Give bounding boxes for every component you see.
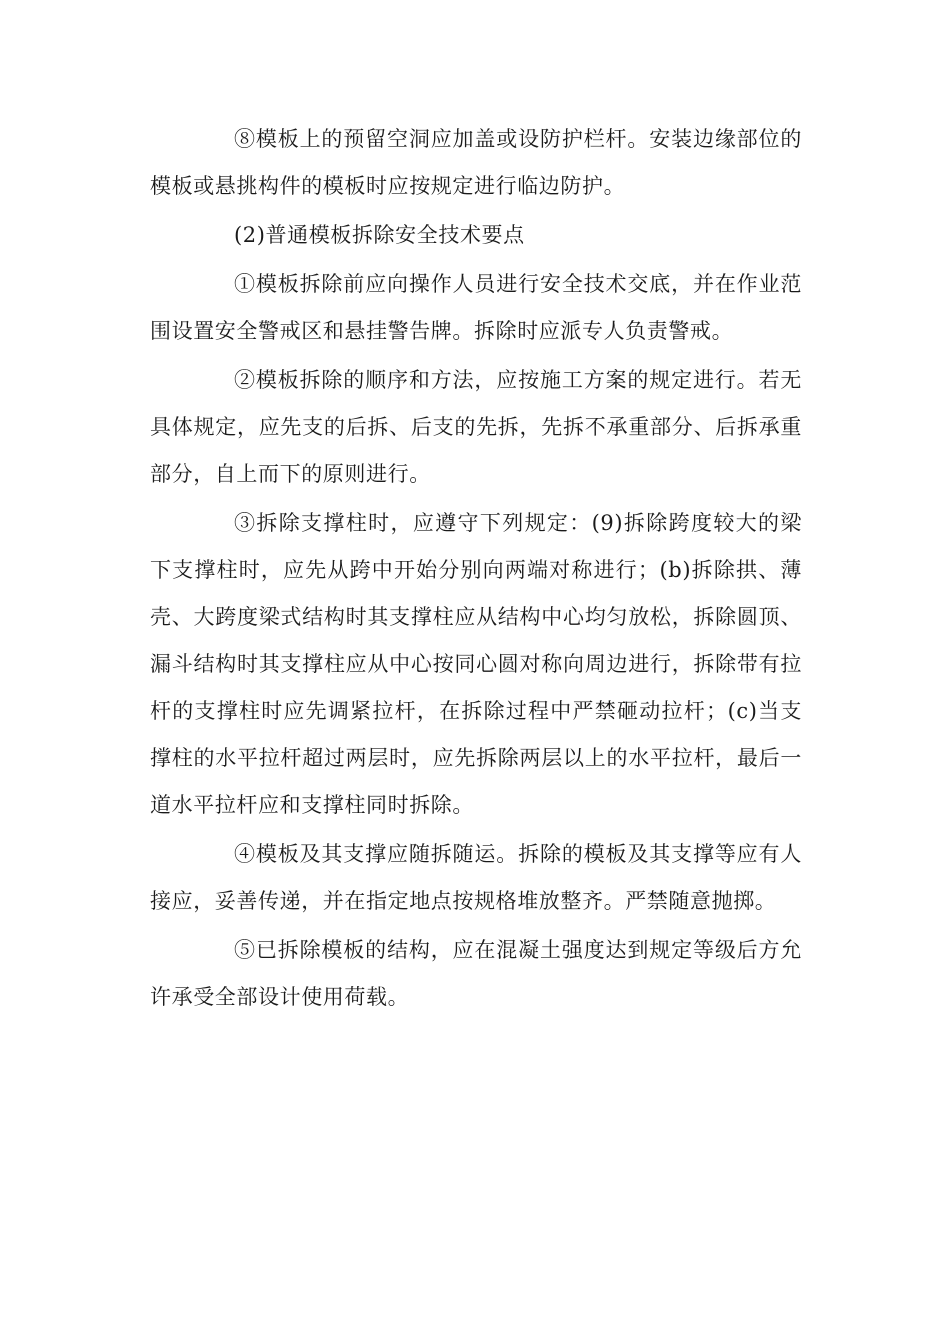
paragraph-item-4: ④模板及其支撑应随拆随运。拆除的模板及其支撑等应有人接应，妥善传递，并在指定地点按规格堆放整齐。严禁随意抛掷。: [150, 842, 802, 913]
paragraph-item-1: ①模板拆除前应向操作人员进行安全技术交底，并在作业范围设置安全警戒区和悬挂警告牌。拆除时应派专人负责警戒。: [150, 272, 802, 343]
section-heading-demolition: (2)普通模板拆除安全技术要点: [234, 223, 525, 247]
document-body: [150, 116, 802, 1023]
paragraph-item-5: ⑤已拆除模板的结构，应在混凝土强度达到规定等级后方允许承受全部设计使用荷载。: [150, 938, 802, 1009]
paragraph-item-2: ②模板拆除的顺序和方法，应按施工方案的规定进行。若无具体规定，应先支的后拆、后支的先拆，先拆不承重部分、后拆承重部分，自上而下的原则进行。: [150, 368, 802, 486]
paragraph-item-8: ⑧模板上的预留空洞应加盖或设防护栏杆。安装边缘部位的模板或悬挑构件的模板时应按规定进行临边防护。: [150, 127, 802, 198]
paragraph-item-3: ③拆除支撑柱时，应遵守下列规定：(9)拆除跨度较大的梁下支撑柱时，应先从跨中开始分别向两端对称进行；(b)拆除拱、薄壳、大跨度梁式结构时其支撑柱应从结构中心均匀放松，拆除圆顶、漏斗结构时其支撑柱应从中心按同心圆对称向周边进行，拆除带有拉杆的支撑柱时应先调紧拉杆，在拆除过程中严禁砸动拉杆；(c)当支撑柱的水平拉杆超过两层时，应先拆除两层以上的水平拉杆，最后一道水平拉杆应和支撑柱同时拆除。: [150, 511, 802, 817]
